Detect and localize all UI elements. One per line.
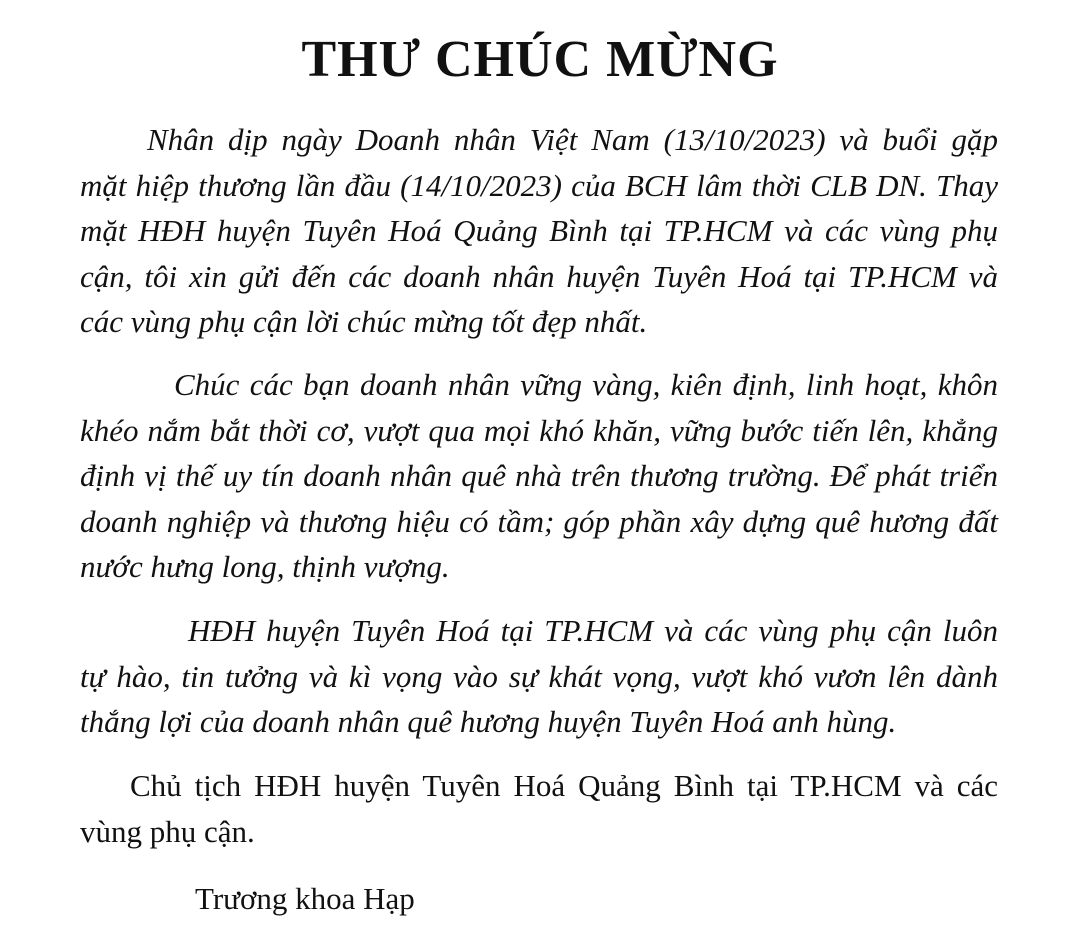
paragraph-line: Chúc các bạn doanh nhân vững vàng, kiên định, linh hoạt, khôn [174, 367, 998, 402]
paragraph-line: định vị thế uy tín doanh nhân quê nhà trên thương trường. Để phát triển [80, 458, 998, 493]
paragraph-wishes [80, 362, 998, 590]
paragraph-line: mặt HĐH huyện Tuyên Hoá Quảng Bình tại TP.HCM và các vùng phụ [80, 213, 998, 248]
paragraph-line: HĐH huyện Tuyên Hoá tại TP.HCM và các vùng phụ cận luôn [188, 613, 998, 648]
signature-name: Trương khoa Hạp [195, 881, 415, 916]
paragraph-pride [80, 608, 998, 745]
paragraph-line: Chủ tịch HĐH huyện Tuyên Hoá Quảng Bình tại TP.HCM và các [130, 768, 998, 803]
letter-title: THƯ CHÚC MỪNG [301, 31, 779, 88]
paragraph-line: Nhân dịp ngày Doanh nhân Việt Nam (13/10/2023) và buổi gặp [147, 122, 998, 157]
paragraph-line: nước hưng long, thịnh vượng. [80, 549, 450, 584]
paragraph-line: các vùng phụ cận lời chúc mừng tốt đẹp nhất. [80, 304, 648, 339]
paragraph-line: khéo nắm bắt thời cơ, vượt qua mọi khó khăn, vững bước tiến lên, khẳng [80, 412, 998, 448]
paragraph-line: thắng lợi của doanh nhân quê hương huyện Tuyên Hoá anh hùng. [80, 704, 897, 739]
paragraph-line: tự hào, tin tưởng và kì vọng vào sự khát vọng, vượt khó vươn lên dành [80, 658, 998, 694]
paragraph-line: cận, tôi xin gửi đến các doanh nhân huyện Tuyên Hoá tại TP.HCM và [80, 258, 998, 294]
paragraph-greeting [80, 117, 998, 345]
paragraph-line: mặt hiệp thương lần đầu (14/10/2023) của BCH lâm thời CLB DN. Thay [80, 167, 998, 203]
paragraph-signer-title [80, 763, 998, 854]
paragraph-line: doanh nghiệp và thương hiệu có tầm; góp phần xây dựng quê hương đất [80, 503, 998, 539]
paragraph-line: vùng phụ cận. [80, 813, 255, 849]
